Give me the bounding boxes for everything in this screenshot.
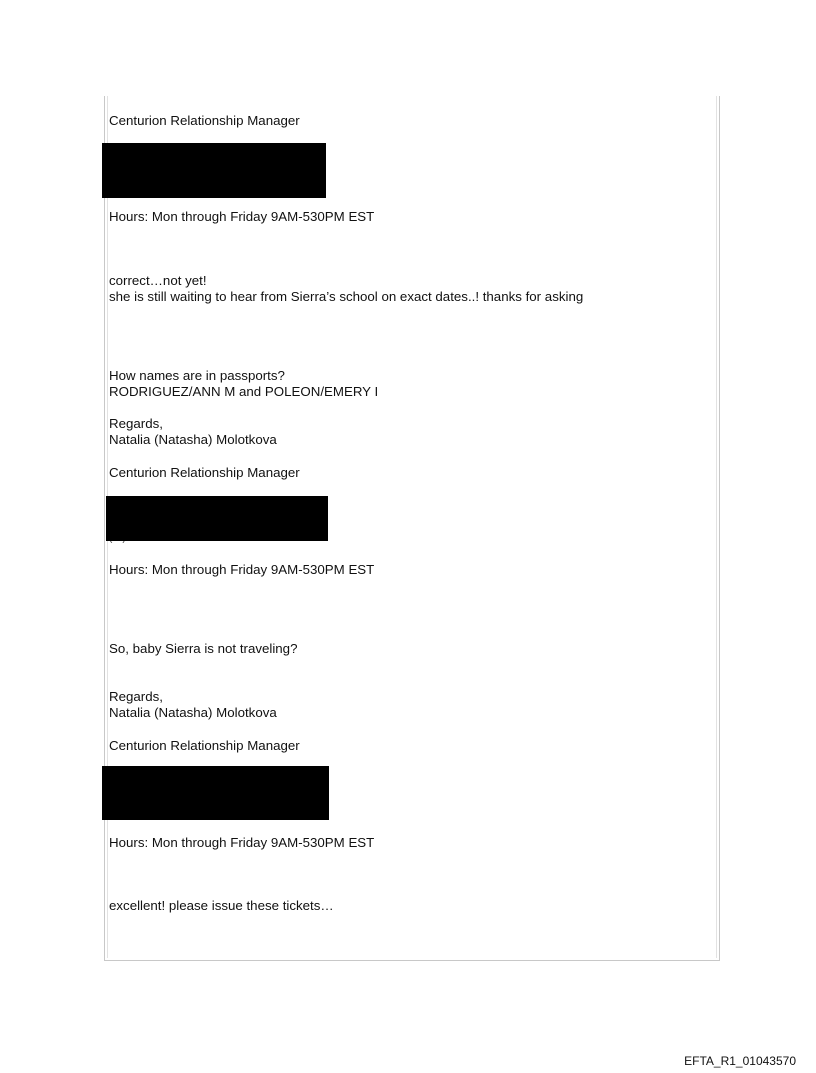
redaction-box — [102, 766, 329, 820]
reply-line: she is still waiting to hear from Sierra’s school on exact dates..! thanks for asking — [109, 289, 584, 304]
redaction-box — [106, 496, 328, 541]
signature-title: Centurion Relationship Manager — [109, 738, 300, 753]
reply-line: correct…not yet! — [109, 273, 207, 288]
signature-title: Centurion Relationship Manager — [109, 113, 300, 128]
signature-hours: Hours: Mon through Friday 9AM-530PM EST — [109, 562, 375, 577]
redaction-box — [102, 143, 326, 198]
signature-hours: Hours: Mon through Friday 9AM-530PM EST — [109, 209, 375, 224]
message-line: RODRIGUEZ/ANN M and POLEON/EMERY I — [109, 384, 379, 399]
regards-text: Regards, — [109, 416, 163, 431]
signature-name: Natalia (Natasha) Molotkova — [109, 705, 277, 720]
message-line: So, baby Sierra is not traveling? — [109, 641, 298, 656]
signature-title: Centurion Relationship Manager — [109, 465, 300, 480]
reply-line: excellent! please issue these tickets… — [109, 898, 334, 913]
signature-name: Natalia (Natasha) Molotkova — [109, 432, 277, 447]
message-line: How names are in passports? — [109, 368, 285, 383]
signature-hours: Hours: Mon through Friday 9AM-530PM EST — [109, 835, 375, 850]
regards-text: Regards, — [109, 689, 163, 704]
bates-number: EFTA_R1_01043570 — [684, 1054, 796, 1068]
